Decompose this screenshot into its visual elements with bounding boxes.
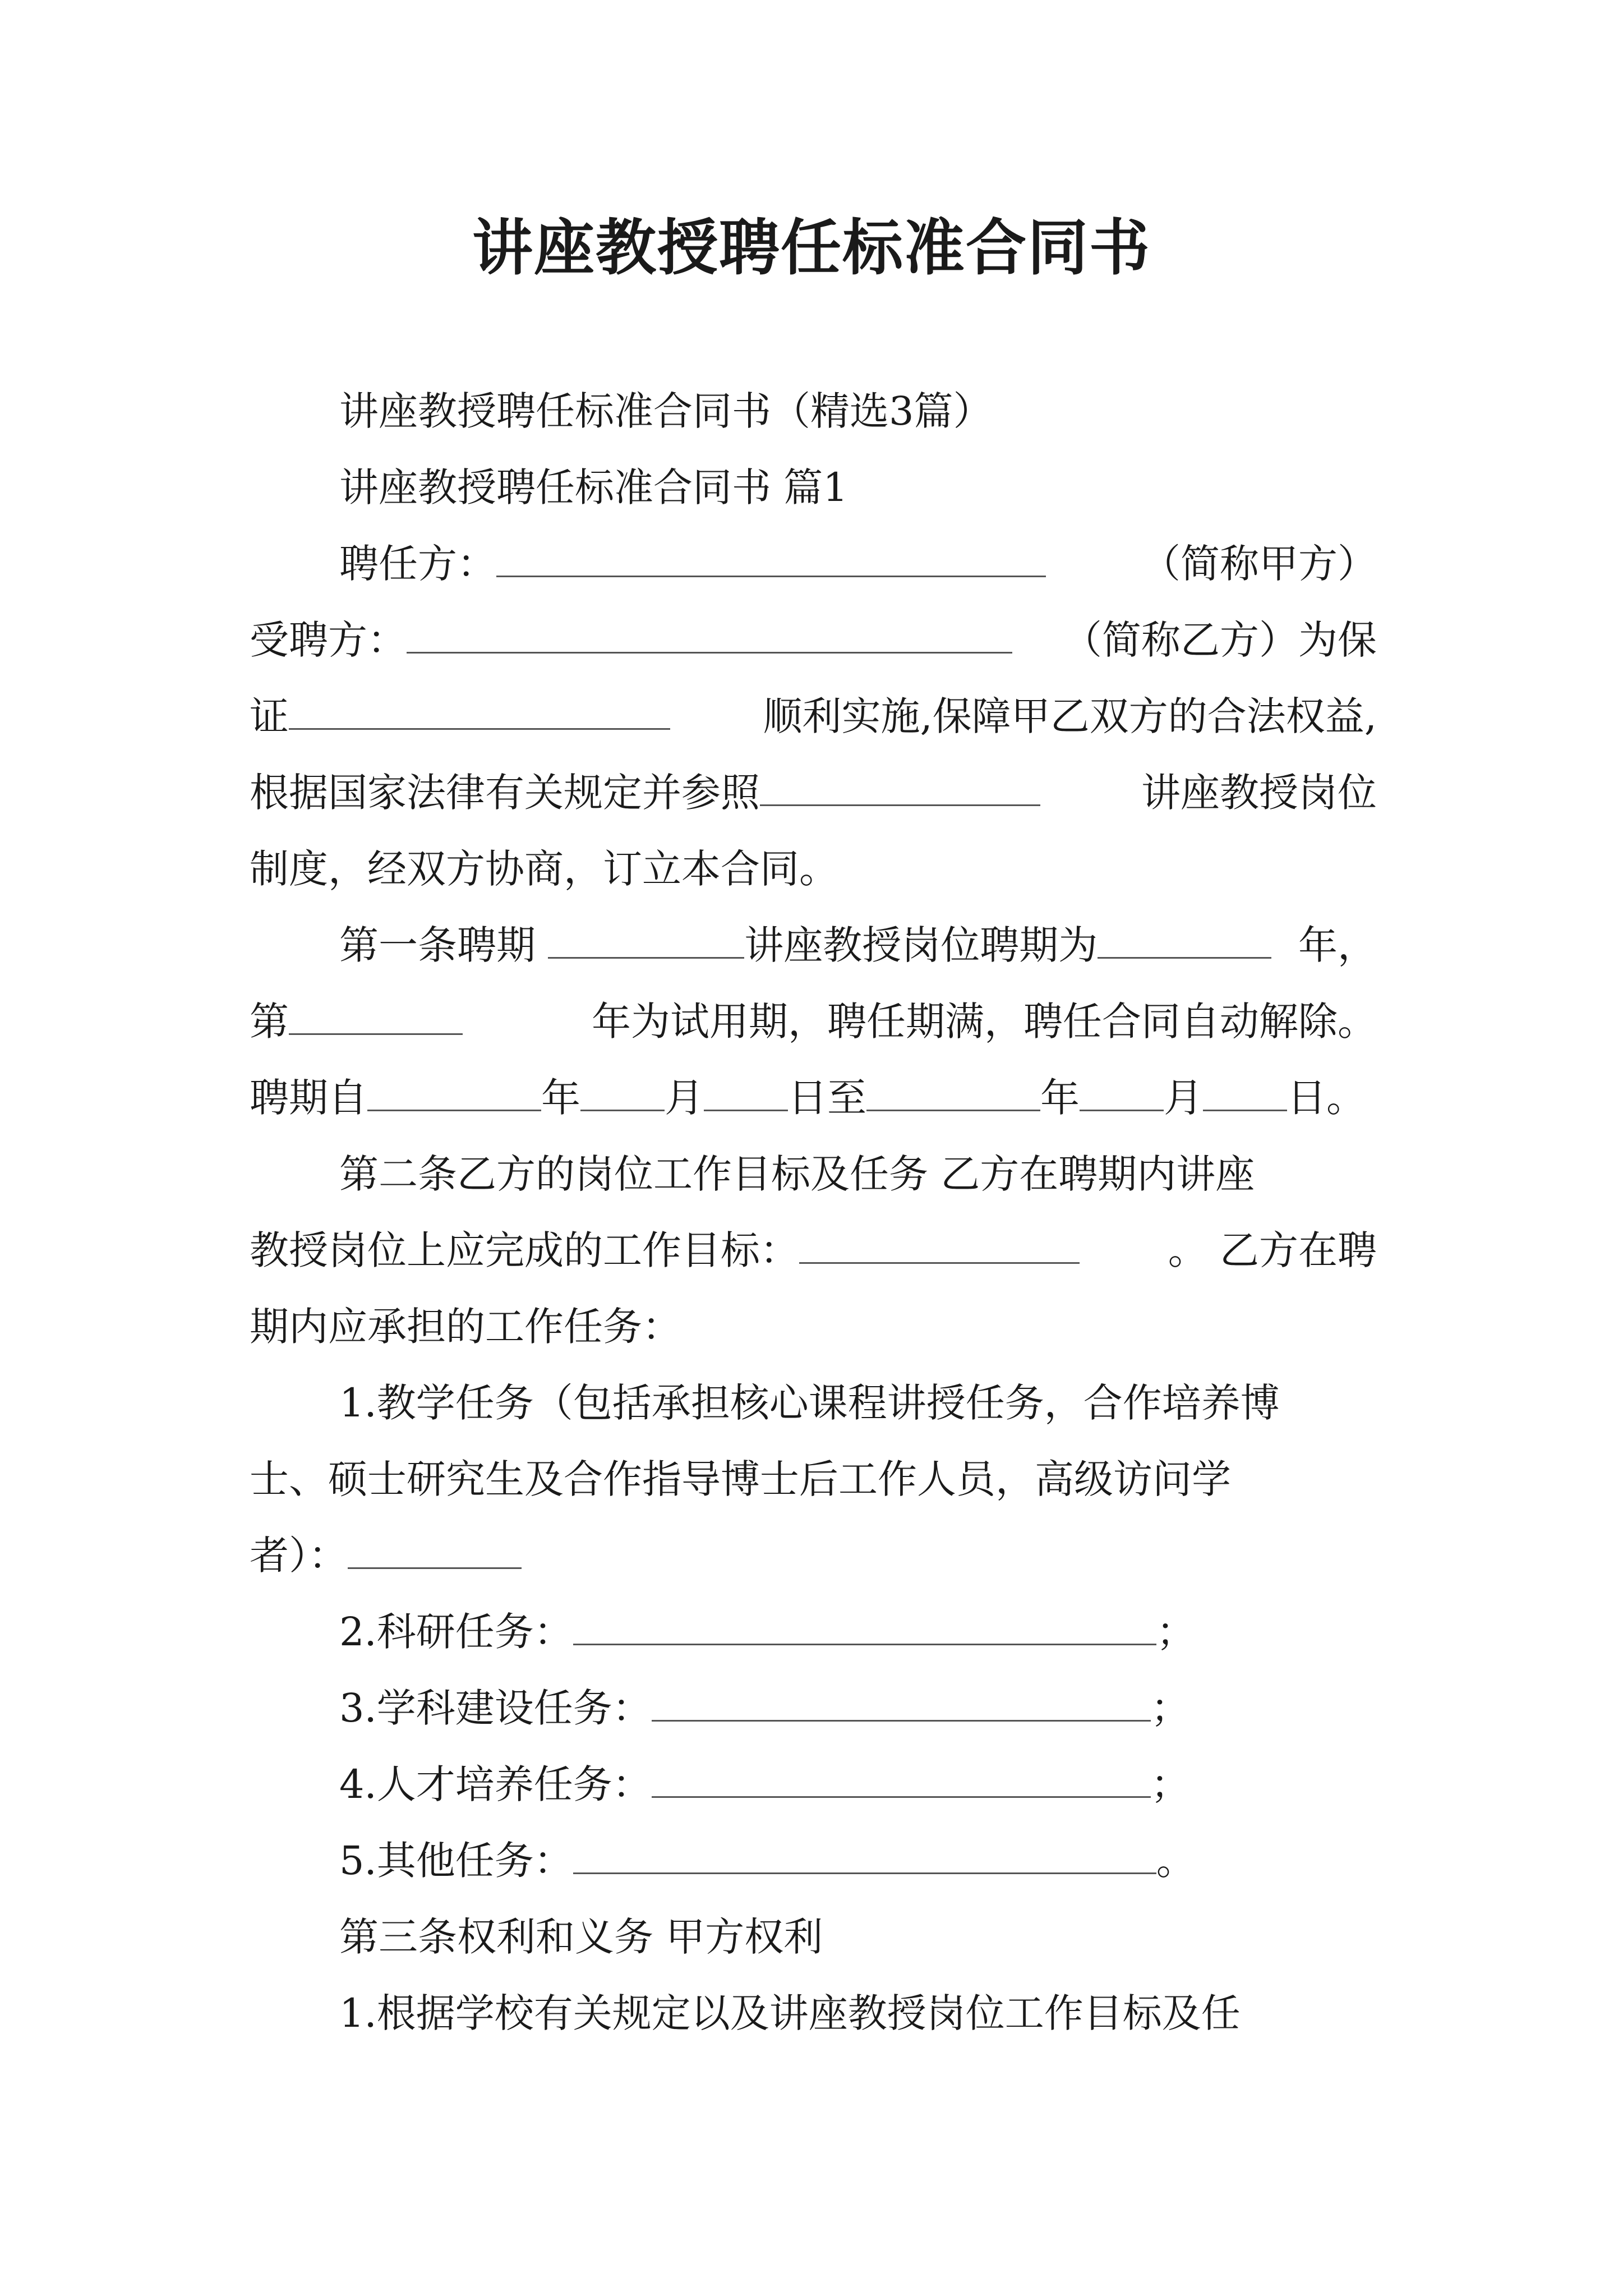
text-span: 讲座教授岗位 <box>1141 770 1377 816</box>
paragraph-line <box>250 1975 1377 2051</box>
fill-blank <box>1203 1070 1287 1111</box>
section-heading <box>250 449 1377 526</box>
text-span: 日。 <box>1287 1075 1366 1121</box>
paragraph-line <box>250 907 1377 983</box>
text-span: 讲座教授聘任标准合同书（精选3篇） <box>339 388 993 434</box>
paragraph-line <box>250 831 1377 907</box>
task-line <box>250 1746 1377 1823</box>
text-span: 聘期自 <box>250 1075 367 1121</box>
text-span: （简称甲方） <box>1141 541 1377 587</box>
text-span: ； <box>1150 1685 1190 1731</box>
paragraph-line <box>250 754 1377 831</box>
paragraph-line <box>250 1365 1377 1441</box>
text-span: 月 <box>665 1075 704 1121</box>
text-span: 1.教学任务（包括承担核心课程讲授任务，合作培养博 <box>339 1380 1280 1426</box>
text-span: 。 <box>1156 1838 1196 1884</box>
fill-blank <box>573 1604 1156 1645</box>
paragraph-line <box>250 678 1377 754</box>
fill-blank <box>548 918 744 959</box>
fill-blank <box>866 1070 1040 1111</box>
text-span: 讲座教授岗位聘期为 <box>744 922 1098 968</box>
text-span: （简称乙方）为保 <box>1063 617 1377 663</box>
paragraph-line <box>250 1136 1377 1212</box>
text-span: ； <box>1150 1761 1190 1807</box>
text-span: 士、硕士研究生及合作指导博士后工作人员，高级访问学 <box>250 1456 1231 1502</box>
fill-blank <box>1080 1070 1164 1111</box>
text-span: 讲座教授聘任标准合同书 篇1 <box>339 464 848 510</box>
paragraph-line <box>250 1289 1377 1365</box>
fill-blank <box>652 1757 1151 1798</box>
text-span: 教授岗位上应完成的工作目标： <box>250 1227 799 1273</box>
text-span: 年为试用期，聘任期满，聘任合同自动解除。 <box>592 999 1377 1045</box>
text-span: 年 <box>1040 1075 1080 1121</box>
subtitle-line <box>250 373 1377 449</box>
text-span: 制度，经双方协商，订立本合同。 <box>250 846 838 892</box>
text-span: 月 <box>1164 1075 1203 1121</box>
section-heading <box>250 1899 1377 1975</box>
fill-blank <box>348 1528 522 1569</box>
paragraph-line <box>250 526 1377 602</box>
fill-blank <box>367 1070 541 1111</box>
task-line <box>250 1823 1377 1899</box>
text-span: 2.科研任务： <box>339 1609 573 1655</box>
fill-blank <box>799 1223 1080 1264</box>
text-span: 聘任方： <box>339 541 496 587</box>
fill-blank <box>573 1833 1156 1874</box>
paragraph-line <box>250 1517 1377 1594</box>
fill-blank <box>580 1070 665 1111</box>
fill-blank <box>289 689 670 730</box>
text-span: 证 <box>250 693 289 739</box>
paragraph-line <box>250 1441 1377 1517</box>
text-span: 年 <box>541 1075 580 1121</box>
task-line <box>250 1594 1377 1670</box>
paragraph-line <box>250 1060 1377 1136</box>
text-span: 年， <box>1298 922 1377 968</box>
text-span: 顺利实施,保障甲乙双方的合法权益, <box>763 693 1377 739</box>
fill-blank <box>704 1070 788 1111</box>
fill-blank <box>496 536 1046 577</box>
fill-blank <box>289 994 463 1035</box>
fill-blank <box>760 765 1040 806</box>
text-span: 3.学科建设任务： <box>339 1685 652 1731</box>
text-span: 1.根据学校有关规定以及讲座教授岗位工作目标及任 <box>339 1990 1241 2036</box>
text-span: 期内应承担的工作任务： <box>250 1304 681 1350</box>
fill-blank <box>407 613 1012 654</box>
text-span: 5.其他任务： <box>339 1838 573 1884</box>
document-title: 讲座教授聘任标准合同书 <box>472 213 1151 283</box>
paragraph-line <box>250 602 1377 678</box>
paragraph-line <box>250 1212 1377 1289</box>
fill-blank <box>1098 918 1271 959</box>
text-span: 根据国家法律有关规定并参照 <box>250 770 760 816</box>
text-span: 者）： <box>250 1533 348 1579</box>
text-span: 第 <box>250 999 289 1045</box>
fill-blank <box>652 1681 1151 1722</box>
paragraph-line <box>250 983 1377 1060</box>
text-span: 第三条权利和义务 甲方权利 <box>339 1914 823 1960</box>
text-span: 受聘方： <box>250 617 407 663</box>
text-span: 第一条聘期 <box>339 922 548 968</box>
text-span: 日至 <box>788 1075 866 1121</box>
document-body <box>250 373 1377 2051</box>
text-span: ； <box>1156 1609 1196 1655</box>
text-span: 。 乙方在聘 <box>1168 1227 1377 1273</box>
task-line <box>250 1670 1377 1746</box>
text-span: 4.人才培养任务： <box>339 1761 652 1807</box>
text-span: 第二条乙方的岗位工作目标及任务 乙方在聘期内讲座 <box>339 1151 1255 1197</box>
